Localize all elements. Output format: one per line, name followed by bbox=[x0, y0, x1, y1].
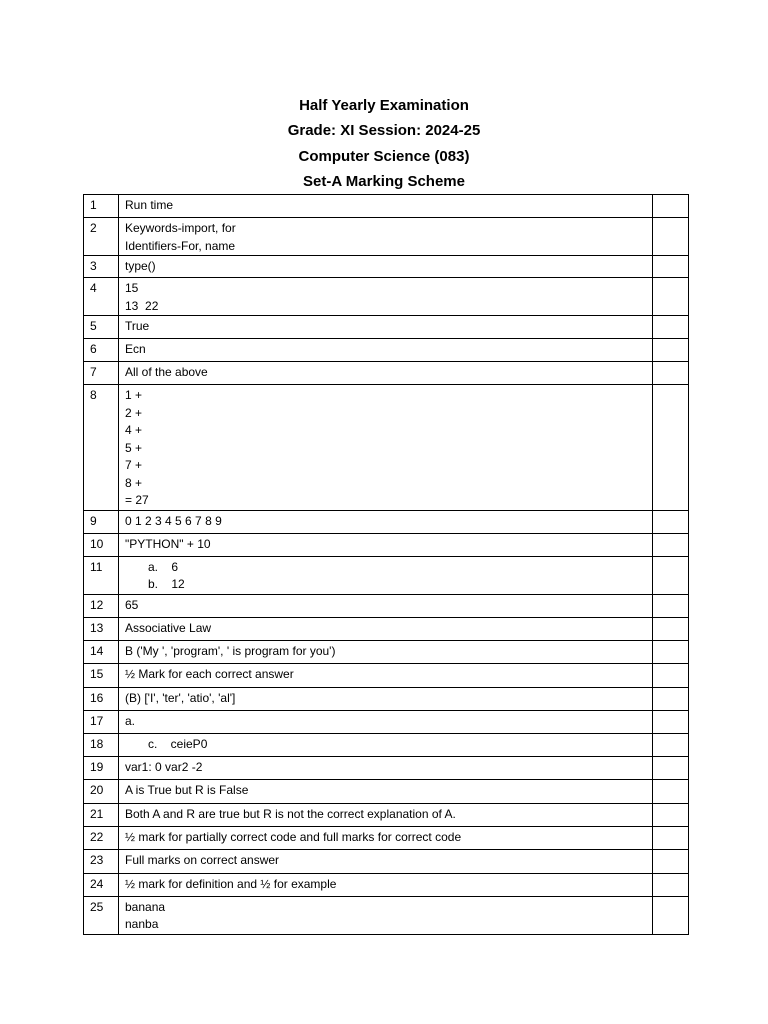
marks-cell bbox=[653, 687, 689, 710]
marks-cell bbox=[653, 640, 689, 663]
table-row bbox=[84, 710, 689, 733]
marks-cell bbox=[653, 733, 689, 756]
answer-line: b. 12 bbox=[148, 577, 185, 591]
answer-cell bbox=[119, 362, 653, 385]
answer-line: A is True but R is False bbox=[125, 782, 249, 797]
marks-cell bbox=[653, 339, 689, 362]
answer-line: Run time bbox=[125, 198, 174, 212]
question-number: 11 bbox=[84, 556, 119, 594]
question-number: 4 bbox=[84, 278, 119, 316]
answer-line: 13 22 bbox=[125, 298, 159, 313]
answer-cell bbox=[119, 316, 653, 339]
question-number: 7 bbox=[84, 362, 119, 385]
answer-line: = 27 bbox=[125, 493, 149, 507]
answer-cell bbox=[119, 533, 653, 556]
marks-cell bbox=[653, 849, 689, 873]
marking-scheme-body bbox=[84, 195, 689, 935]
answer-cell bbox=[119, 218, 653, 256]
answer-line: 0 1 2 3 4 5 6 7 8 9 bbox=[125, 513, 222, 528]
marks-cell bbox=[653, 617, 689, 640]
marking-scheme-title: Set-A Marking Scheme bbox=[303, 172, 465, 190]
answer-line: 65 bbox=[125, 597, 139, 612]
document-header bbox=[0, 93, 768, 194]
table-row bbox=[84, 533, 689, 556]
question-number: 18 bbox=[84, 733, 119, 756]
answer-cell bbox=[119, 278, 653, 316]
answer-cell bbox=[119, 873, 653, 896]
question-number: 22 bbox=[84, 826, 119, 849]
question-number: 17 bbox=[84, 710, 119, 733]
answer-line: type() bbox=[125, 259, 156, 273]
answer-line: 1 + bbox=[125, 388, 143, 402]
marks-cell bbox=[653, 256, 689, 278]
table-row bbox=[84, 826, 689, 849]
answer-line: (B) ['I', 'ter', 'atio', 'al'] bbox=[125, 690, 236, 705]
question-number: 23 bbox=[84, 849, 119, 873]
marks-cell bbox=[653, 362, 689, 385]
marks-cell bbox=[653, 510, 689, 533]
answer-line: Full marks on correct answer bbox=[125, 852, 280, 867]
question-number: 8 bbox=[84, 385, 119, 511]
table-row bbox=[84, 896, 689, 934]
marks-cell bbox=[653, 756, 689, 779]
marks-cell bbox=[653, 278, 689, 316]
question-number: 6 bbox=[84, 339, 119, 362]
answer-cell bbox=[119, 663, 653, 687]
answer-cell bbox=[119, 640, 653, 663]
grade-session: Grade: XI Session: 2024-25 bbox=[287, 122, 481, 140]
marks-cell bbox=[653, 663, 689, 687]
question-number: 3 bbox=[84, 256, 119, 278]
answer-line: 15 bbox=[125, 281, 139, 295]
answer-line: B ('My ', 'program', ' is program for you') bbox=[125, 643, 336, 658]
answer-cell bbox=[119, 510, 653, 533]
marks-cell bbox=[653, 594, 689, 617]
question-number: 5 bbox=[84, 316, 119, 339]
table-row bbox=[84, 733, 689, 756]
question-number: 2 bbox=[84, 218, 119, 256]
table-row bbox=[84, 256, 689, 278]
answer-line: ½ Mark for each correct answer bbox=[125, 666, 294, 681]
answer-cell bbox=[119, 385, 653, 511]
table-row bbox=[84, 594, 689, 617]
table-row bbox=[84, 339, 689, 362]
answer-cell bbox=[119, 339, 653, 362]
answer-line: c. ceieP0 bbox=[148, 736, 208, 751]
answer-cell bbox=[119, 617, 653, 640]
marks-cell bbox=[653, 316, 689, 339]
marks-cell bbox=[653, 533, 689, 556]
marks-cell bbox=[653, 826, 689, 849]
marks-cell bbox=[653, 803, 689, 826]
answer-line: a. 6 bbox=[148, 559, 179, 574]
answer-line: banana bbox=[125, 899, 166, 914]
table-row bbox=[84, 849, 689, 873]
table-row bbox=[84, 362, 689, 385]
marks-cell bbox=[653, 556, 689, 594]
answer-cell bbox=[119, 896, 653, 934]
answer-cell bbox=[119, 556, 653, 594]
answer-line: All of the above bbox=[125, 365, 208, 379]
answer-line: 4 + bbox=[125, 423, 143, 437]
marks-cell bbox=[653, 873, 689, 896]
question-number: 12 bbox=[84, 594, 119, 617]
question-number: 16 bbox=[84, 687, 119, 710]
answer-line: nanba bbox=[125, 917, 159, 931]
answer-cell bbox=[119, 710, 653, 733]
question-number: 1 bbox=[84, 195, 119, 218]
answer-cell bbox=[119, 594, 653, 617]
marks-cell bbox=[653, 779, 689, 803]
answer-line: Ecn bbox=[125, 342, 146, 356]
answer-line: 2 + bbox=[125, 405, 143, 420]
question-number: 21 bbox=[84, 803, 119, 826]
table-row bbox=[84, 195, 689, 218]
answer-cell bbox=[119, 756, 653, 779]
table-row bbox=[84, 218, 689, 256]
answer-line: ½ mark for partially correct code and full marks for correct code bbox=[125, 829, 462, 844]
answer-cell bbox=[119, 826, 653, 849]
table-row bbox=[84, 316, 689, 339]
table-row bbox=[84, 779, 689, 803]
table-row bbox=[84, 385, 689, 511]
marks-cell bbox=[653, 195, 689, 218]
answer-line: Both A and R are true but R is not the correct explanation of A. bbox=[125, 806, 456, 821]
table-row bbox=[84, 803, 689, 826]
question-number: 9 bbox=[84, 510, 119, 533]
table-row bbox=[84, 640, 689, 663]
answer-cell bbox=[119, 256, 653, 278]
answer-line: 5 + bbox=[125, 440, 143, 455]
answer-line: 8 + bbox=[125, 475, 143, 490]
answer-cell bbox=[119, 733, 653, 756]
table-row bbox=[84, 556, 689, 594]
table-row bbox=[84, 873, 689, 896]
marks-cell bbox=[653, 896, 689, 934]
answer-line: var1: 0 var2 -2 bbox=[125, 759, 203, 774]
answer-cell bbox=[119, 849, 653, 873]
answer-line: Associative Law bbox=[125, 620, 212, 635]
answer-cell bbox=[119, 687, 653, 710]
question-number: 20 bbox=[84, 779, 119, 803]
question-number: 13 bbox=[84, 617, 119, 640]
question-number: 25 bbox=[84, 896, 119, 934]
exam-title: Half Yearly Examination bbox=[299, 97, 469, 114]
marks-cell bbox=[653, 385, 689, 511]
question-number: 10 bbox=[84, 533, 119, 556]
question-number: 14 bbox=[84, 640, 119, 663]
answer-line: Identifiers-For, name bbox=[125, 238, 236, 253]
answer-line: "PYTHON" + 10 bbox=[125, 536, 211, 551]
table-row bbox=[84, 687, 689, 710]
table-row bbox=[84, 663, 689, 687]
answer-line: a. bbox=[125, 713, 136, 728]
question-number: 24 bbox=[84, 873, 119, 896]
subject-title: Computer Science (083) bbox=[298, 147, 470, 165]
marks-cell bbox=[653, 218, 689, 256]
answer-line: 7 + bbox=[125, 458, 143, 472]
marks-cell bbox=[653, 710, 689, 733]
answer-line: ½ mark for definition and ½ for example bbox=[125, 876, 337, 891]
marking-scheme-table bbox=[83, 194, 689, 935]
question-number: 15 bbox=[84, 663, 119, 687]
answer-cell bbox=[119, 195, 653, 218]
answer-cell bbox=[119, 779, 653, 803]
answer-cell bbox=[119, 803, 653, 826]
table-row bbox=[84, 617, 689, 640]
question-number: 19 bbox=[84, 756, 119, 779]
table-row bbox=[84, 756, 689, 779]
table-row bbox=[84, 510, 689, 533]
answer-line: True bbox=[125, 319, 150, 333]
answer-line: Keywords-import, for bbox=[125, 221, 236, 235]
table-row bbox=[84, 278, 689, 316]
